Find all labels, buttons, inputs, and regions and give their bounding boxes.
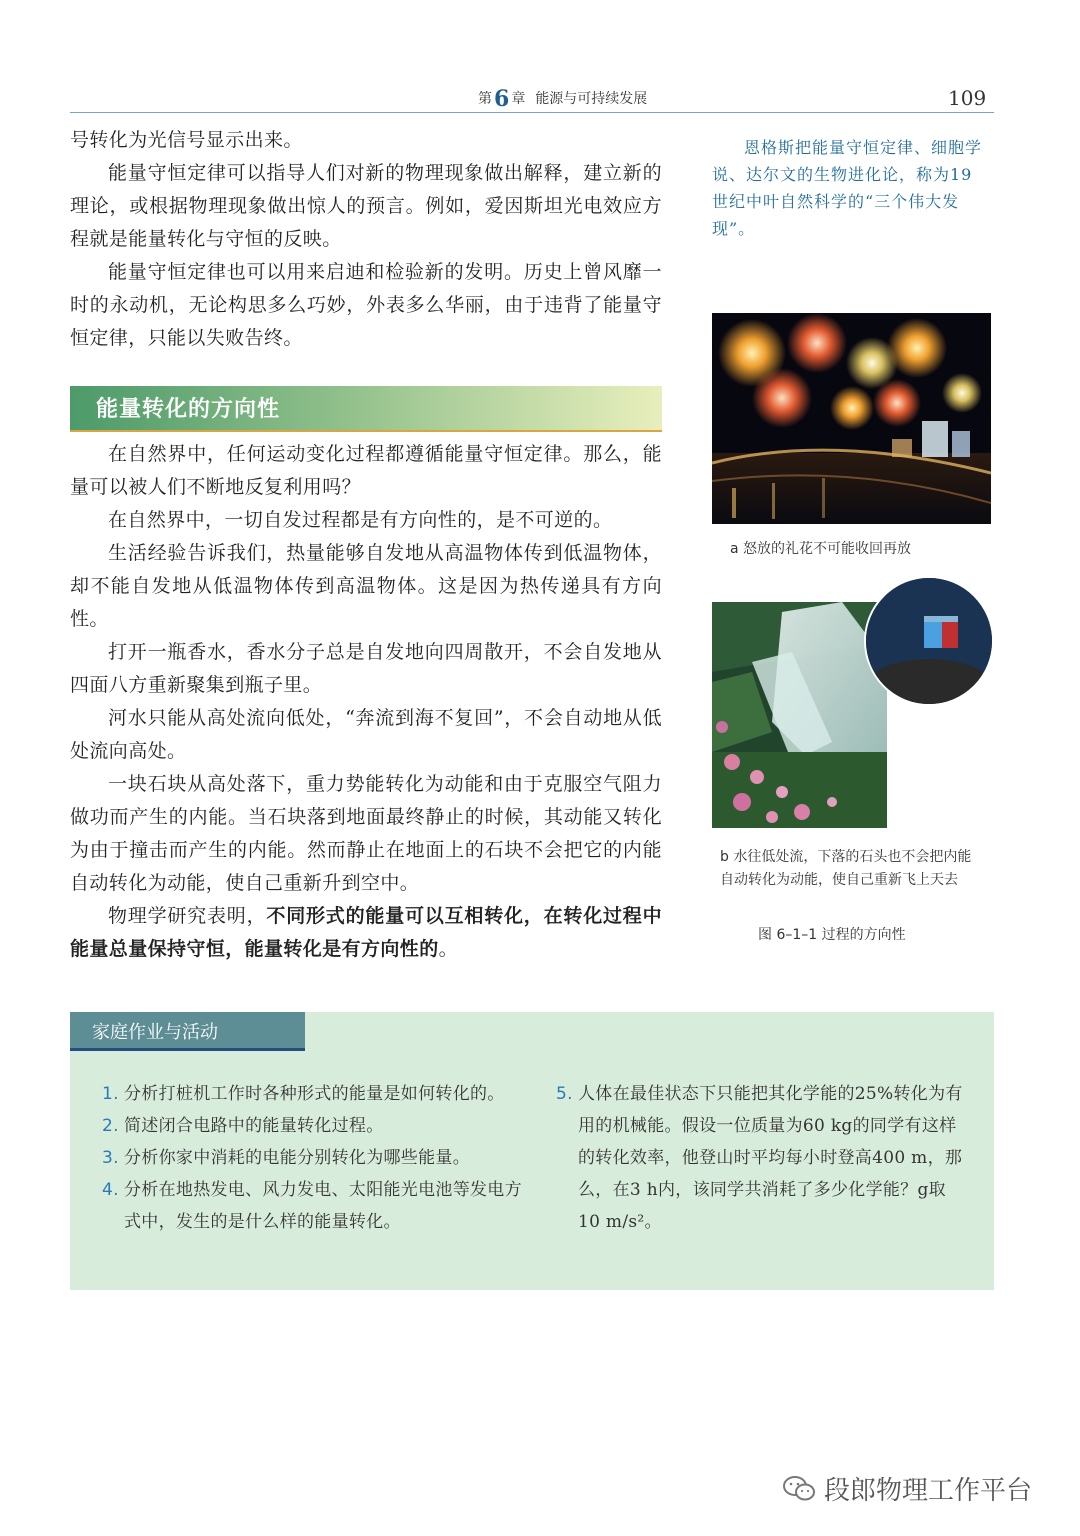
figure-title: 图 6–1–1 过程的方向性 [758,927,906,943]
watermark [782,1470,1032,1507]
section-paragraph-5: 河水只能从高处流向低处，“奔流到海不复回”，不会自动地从低处流向高处。 [70,707,662,762]
homework-item-text: 分析打桩机工作时各种形式的能量是如何转化的。 [124,1084,505,1104]
homework-item [102,1078,522,1110]
homework-item [556,1078,968,1238]
homework-item-text: 分析在地热发电、风力发电、太阳能光电池等发电方式中，发生的是什么样的能量转化。 [124,1180,522,1232]
homework-item-text: 人体在最佳状态下只能把其化学能的25%转化为有用的机械能。假设一位质量为60 kg的同学有这样的转化效率，他登山时平均每小时登高400 m，那么，在3 h内，该同学共消耗了多少化学能？g取10 m/s²。 [578,1084,963,1232]
section-paragraph-4: 打开一瓶香水，香水分子总是自发地向四周散开，不会自发地从四面八方重新聚集到瓶子里。 [70,641,662,696]
caption-a: a 怒放的礼花不可能收回再放 [730,541,912,557]
homework-item-number: 5. [556,1084,573,1104]
homework-right-column [556,1078,968,1238]
fireworks-illustration [712,313,991,524]
homework-item [102,1110,522,1142]
side-note: 恩格斯把能量守恒定律、细胞学说、达尔文的生物进化论，称为19世纪中叶自然科学的“三个伟大发现”。 [712,138,983,238]
conclusion-bold: 不同形式的能量可以互相转化，在转化过程中能量总量保持守恒，能量转化是有方向性的 [70,905,662,960]
section-title: 能量转化的方向性 [96,397,281,422]
section-paragraph-2: 在自然界中，一切自发过程都是有方向性的，是不可逆的。 [108,509,613,531]
section-paragraph-3: 生活经验告诉我们，热量能够自发地从高温物体传到低温物体，却不能自发地从低温物体传到高温物体。这是因为热传递具有方向性。 [70,542,662,630]
header-divider [70,112,994,113]
intro-paragraph-1: 号转化为光信号显示出来。 [70,129,303,151]
chapter-number: 6 [494,86,510,112]
homework-item-text: 分析你家中消耗的电能分别转化为哪些能量。 [124,1148,470,1168]
homework-item [102,1142,522,1174]
homework-item-text: 简述闭合电路中的能量转化过程。 [124,1116,384,1136]
waterfall-illustration [712,602,887,828]
homework-item-number: 2. [102,1116,119,1136]
fireworks-photo [712,313,991,524]
section-paragraph-6: 一块石块从高处落下，重力势能转化为动能和由于克服空气阻力做功而产生的内能。当石块落到地面最终静止的时候，其动能又转化为由于撞击而产生的内能。然而静止在地面上的石块不会把它的内能自动转化为动能，使自己重新升到空中。 [70,773,662,894]
section-paragraph-7 [70,900,662,966]
stone-inset-photo [864,576,994,706]
intro-text [70,124,662,355]
waterfall-photo [712,602,887,828]
watermark-text: 段郎物理工作平台 [824,1476,1033,1506]
conclusion-lead: 物理学研究表明， [108,905,267,927]
homework-item-number: 4. [102,1180,119,1200]
section-body [70,438,662,966]
intro-paragraph-3: 能量守恒定律也可以用来启迪和检验新的发明。历史上曾风靡一时的永动机，无论构思多么巧妙，外表多么华丽，由于违背了能量守恒定律，只能以失败告终。 [70,261,662,349]
homework-left-column [102,1078,522,1238]
chapter-title: 能源与可持续发展 [535,91,648,107]
stone-illustration [866,578,992,704]
page-number: 109 [948,86,987,110]
section-paragraph-1: 在自然界中，任何运动变化过程都遵循能量守恒定律。那么，能量可以被人们不断地反复利用吗？ [70,443,662,498]
wechat-icon [782,1475,816,1503]
intro-paragraph-2: 能量守恒定律可以指导人们对新的物理现象做出解释，建立新的理论，或根据物理现象做出惊人的预言。例如，爱因斯坦光电效应方程就是能量转化与守恒的反映。 [70,162,662,250]
chapter-prefix: 第 [478,91,492,107]
homework-item [102,1174,522,1238]
chapter-header [478,86,647,112]
conclusion-end: 。 [438,938,459,960]
homework-item-number: 3. [102,1148,119,1168]
homework-item-number: 1. [102,1084,119,1104]
chapter-suffix: 章 [511,91,526,107]
homework-title: 家庭作业与活动 [92,1022,218,1043]
caption-b: b 水往低处流，下落的石头也不会把内能自动转化为动能，使自己重新飞上天去 [720,849,972,888]
